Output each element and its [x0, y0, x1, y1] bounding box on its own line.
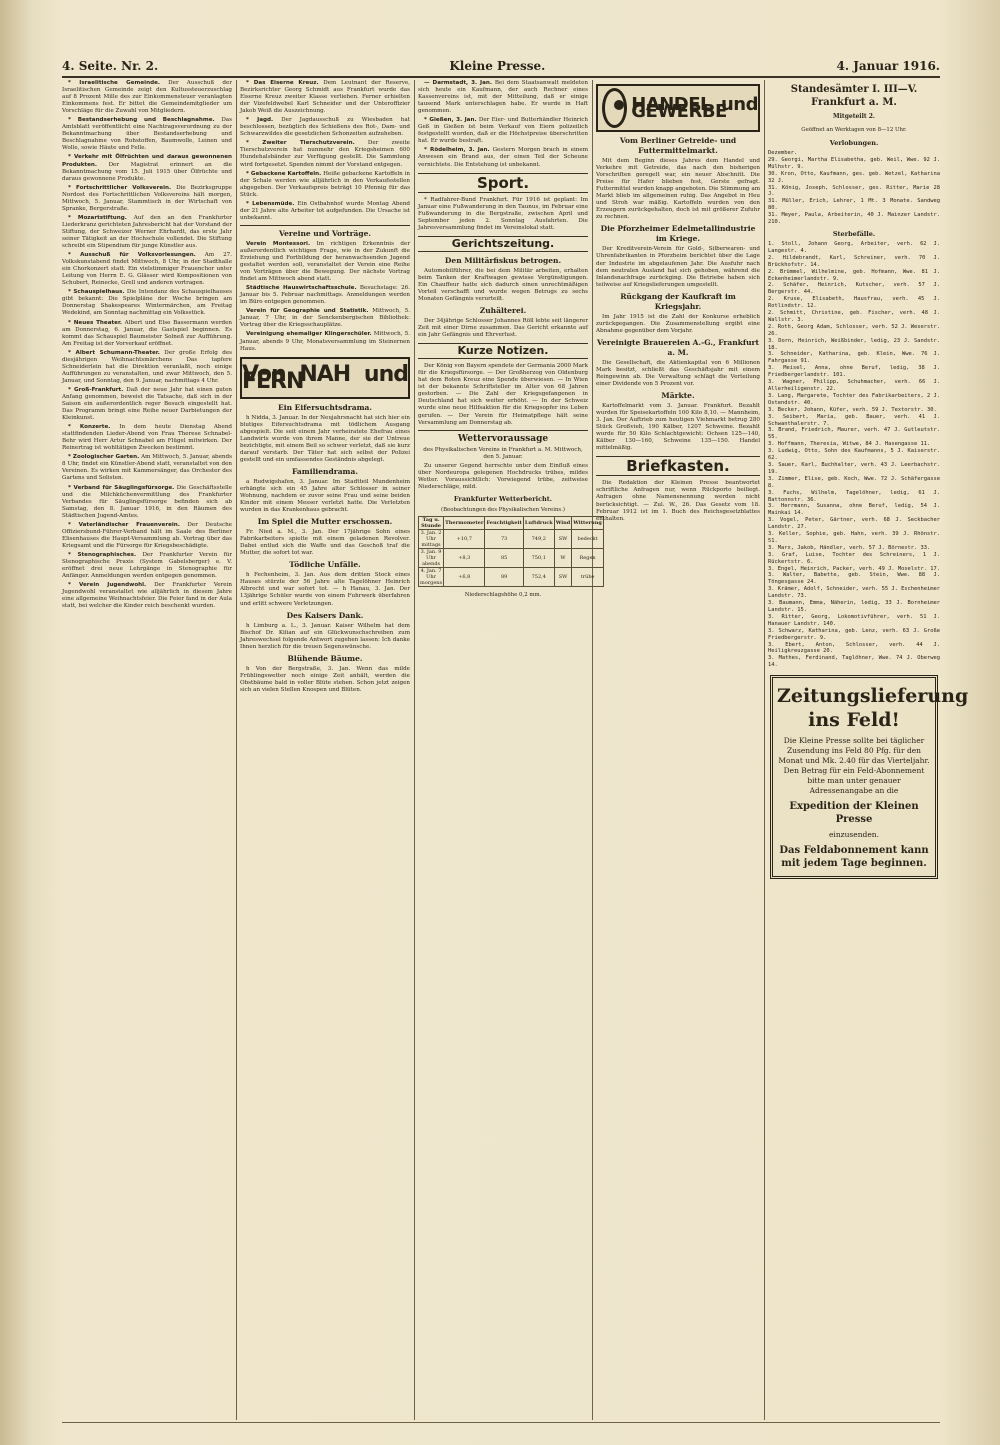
news-item — [62, 552, 232, 580]
news-item-lead: * Mozartstiftung. — [68, 214, 127, 221]
news-item — [62, 154, 232, 182]
news-item-lead: Verein für Geographie und Statistik. — [246, 308, 369, 315]
news-item-lead: * Fortschrittlicher Volksverein. — [68, 184, 172, 191]
weather-table-subtitle: (Beobachtungen des Physikalischen Vereins.) — [440, 506, 566, 513]
news-item-text: Die Geschäftsstelle und die Milchküchenvermittlung des Frankfurter Verbandes für Säuglingsfürsorge befinden sich ab Samstag, den 8. Januar 1916, in den Räumen des Städtischen Jugend-Amtes. — [62, 484, 232, 519]
list-item: 3. Mathes, Ferdinand, Taglöhner, Wwe. 74 J. Oberweg 14. — [768, 655, 940, 669]
header-page-number: 4. Seite. Nr. 2. — [62, 59, 159, 73]
news-item-lead: * Schauspielhaus. — [68, 289, 125, 296]
column-2 — [240, 80, 410, 1420]
news-item — [62, 80, 232, 115]
article-text: a Rudwigshafen, 3. Januar. Im Stadtteil Mundenheim erhängte sich ein 45 Jahre alter Schlosser in seiner Wohnung, nachdem er zuvor seine Frau und seine beiden Kinder mit einem Messer verletzt hatte. Die Verletzten wurden in das Krankenhaus gebracht. — [240, 478, 410, 514]
news-item-lead: * Stenographisches. — [68, 551, 137, 558]
article-text: h Limburg a. L., 3. Januar. Kaiser Wilhelm hat dem Bischof Dr. Kilian auf ein Glückwunschschreiben zum Jahreswechsel folgende Antwort zugehen lassen: Ich danke Ihnen herzlich für die treuen Segenswünsche. — [240, 622, 410, 650]
news-item-text: Der Frankfurter Verein Jugendwohl veranstaltet wie alljährlich in diesem Jahre eine allgemeine Weihnachtsfeier. Die Feier fand in der Aula statt, bei welcher die Kinder reich beschenkt wurden. — [62, 582, 232, 610]
table-header-cell: Thermometer — [444, 516, 485, 529]
news-item — [240, 241, 410, 283]
news-item-lead: * Das Eiserne Kreuz. — [246, 80, 319, 86]
article-title: Des Kaisers Dank. — [286, 610, 364, 620]
column-3 — [418, 80, 602, 1420]
list-item: Dezember. — [768, 150, 798, 156]
article-title: Rückgang der Kaufkraft im Kriegsjahr. — [620, 291, 736, 311]
article-text: Kartoffelmarkt vom 3. Januar. Frankfurt. Bezahlt wurden für Speisekartoffeln 100 Kilo 8,10. — Mannheim, 3. Jan. Der Auftrieb zum heutigen Viehmarkt betrug 280 Stück Großvieh, 190 Kälber, 1207 Schweine. Bezahlt wurde für 50 Kilo Schlachtgewicht: Ochsen 125—140, Kälber 130—160, Schweine 135—150. Handel mittelmäßig. — [596, 403, 760, 452]
news-item — [62, 252, 232, 287]
news-item-text: Mittwoch, 5. Januar, 7 Uhr, in der Senckenbergischen Bibliothek: Vortrag über die Kriegsschauplätze. — [240, 308, 411, 329]
news-item — [62, 424, 232, 452]
list-item: 3. Meisel, Anna, ohne Beruf, ledig, 38 J. Friedbergerlandstr. 101. — [768, 365, 940, 379]
list-item: 30. Kron, Otto, Kaufmann, ges. geb. Wetzel, Katharina 32 J. — [768, 170, 941, 184]
list-item: 3. Brand, Friedrich, Maurer, verh. 47 J. Gutleutstr. 55. — [768, 427, 940, 441]
list-item: 3. Lang, Margarete, Tochter des Fabrikarbeiters, 2 J. Ostendstr. 40. — [768, 392, 941, 406]
table-header-cell: Luftdruck — [523, 516, 554, 529]
news-item-text: Der Jagdausschuß zu Wiesbaden hat beschlossen, bezüglich des Schießens des Rot-, Dam- und Schwarzwildes die gesetzlichen Schonzeiten aufzuheben. — [240, 117, 410, 138]
list-item: 31. König, Joseph, Schlosser, ges. Ritter, Marie 28 J. — [768, 184, 940, 198]
news-item — [240, 80, 410, 115]
news-item-lead: * Verein Jugendwohl. — [68, 582, 147, 589]
page-footer-rule — [62, 1422, 940, 1429]
news-item-lead: * Vaterländischer Frauenverein. — [68, 521, 180, 528]
article-text: Automobilführer, die bei dem Militär arbeiten, erhalten beim Tanken der Kraftwagen gewisse Vergünstigungen. Ein Chauffeur hatte sich dadurch einen unrechtmäßigen Vorteil verschafft und wurde wegen Betrugs zu sechs Monaten Gefängnis verurteilt. — [418, 267, 588, 302]
list-item: 3. Sauer, Karl, Buchhalter, verh. 43 J. Leerbachstr. 19. — [768, 461, 940, 475]
list-item: 3. Vogel, Peter, Gärtner, verh. 68 J. Seckbacher Landstr. 27. — [768, 517, 940, 531]
list-item: 3. Baumann, Emma, Näherin, ledig, 33 J. Bornheimer Landstr. 15. — [768, 600, 940, 613]
table-cell: trübe — [572, 567, 604, 586]
article-title: Den Militärfiskus betrogen. — [444, 255, 562, 265]
news-item-lead: * Verkehr mit Ölfrüchten und daraus gewonnenen Produkten. — [62, 154, 232, 168]
news-item-lead: Vereinigung ehemaliger Klingerschüler. — [246, 331, 372, 338]
table-cell: SW — [554, 529, 572, 548]
news-item — [240, 285, 410, 306]
vereine-list — [240, 241, 410, 353]
list-item: 3. Becker, Johann, Küfer, verh. 59 J. Textorstr. 30. — [768, 406, 937, 413]
weather-table-note: Niederschlagshöhe 0,2 mm. — [464, 591, 542, 598]
news-item-lead: * Gebackene Kartoffeln. — [246, 170, 322, 177]
article-text: h Nidda, 3. Januar. In der Neujahrsnacht hat sich hier ein blutiges Eifersuchtsdrama mit tödlichem Ausgang abgespielt. Die seit einem Jahr verheiratete Ehefrau eines Landwirts wurde von ihrem Manne, der sie der Untreue bezichtigte, mit einem Beil so schwer verletzt, daß sie kurz darauf verstarb. Der Täter hat sich selbst der Polizei gestellt und ein umfassendes Geständnis abgelegt. — [240, 414, 410, 463]
column-1 — [62, 80, 232, 1420]
table-cell: W — [554, 548, 572, 567]
article-text: Im Jahr 1915 ist die Zahl der Konkurse erheblich zurückgegangen. Die Zusammenstellung ergibt eine Abnahme gegenüber dem Vorjahr. — [596, 313, 760, 334]
news-item — [62, 485, 232, 520]
news-item-text: Bei dem Staatsanwalt meldeten sich heute ein Kaufmann, der auch Rechner eines Kassenvereins ist, mit der Mitteilung, daß er einige tausend Mark unterschlagen habe. Er wurde in Haft genommen. — [418, 80, 588, 115]
news-item-text: Der Ausschuß der Israelitischen Gemeinde zeigt den Kultussteuerzuschlag auf 8 Prozent Mille des zur Einkommensteuer veranlagten Einkommens fest. Er bittet die Gemeindemitglieder um Vorschläge für die Zuwahl von Mitgliedern. — [62, 80, 232, 115]
ad-text: Die Kleine Presse sollte bei täglicher Zusendung ins Feld 80 Pfg. für den Monat und Mk. 2.40 für das Vierteljahr. Den Betrag für ein Feld-Abonnement bitte man unter genauer Adressenangabe an die — [778, 736, 930, 796]
list-item: 2. Hildebrandt, Karl, Schreiner, verh. 70 J. Brückhofstr. 14. — [768, 254, 940, 268]
article-title: Familiendrama. — [292, 466, 358, 476]
news-item-lead: Verein Montessori. — [246, 240, 311, 247]
weather-table-title: Frankfurter Wetterbericht. — [453, 494, 553, 503]
news-item-text: Ein Ostbahnhof wurde Montag Abend der 21 Jahre alte Arbeiter tot aufgefunden. Die Ursache ist unbekannt. — [240, 200, 410, 221]
news-item-lead: * Albert Schumann-Theater. — [68, 349, 160, 356]
list-item: 3. Herrmann, Susanna, ohne Beruf, ledig, 54 J. Mainkai 14. — [768, 503, 940, 517]
news-item-lead: * Gießen, 3. Jan. — [424, 117, 477, 124]
table-cell: 749,2 — [523, 529, 554, 548]
news-item-text: Albert und Else Bassermann werden am Donnerstag, 6. Januar, die Gastspiel beginnen. Es kommt das Schauspiel Baumeister Solneß zur Aufführung. Am Freitag ist der Vorverkauf eröffnet. — [62, 319, 232, 347]
news-item — [240, 140, 410, 168]
section-title-gericht: Gerichtszeitung. — [418, 236, 588, 252]
news-item-text: In dem heute Dienstag Abend stattfindenden Lieder-Abend von Frau Therese Schnabel-Behr wird Herr Artur Schnabel am Flügel mitwirken. Der Reinertrag ist wohltätigen Zwecken bestimmt. — [62, 424, 232, 452]
news-item-lead: * Ausschuß für Volksvorlesungen. — [68, 252, 196, 259]
news-item-text: Am Mittwoch, 5. Januar, abends 8 Uhr, findet ein Künstler-Abend statt, veranstaltet von den Vereinen. Es wirken mit Kammersänger, das Orchester des Gartens und Solisten. — [62, 454, 232, 482]
table-cell: 750,1 — [523, 548, 554, 567]
standesamt-subtitle: Mitgeteilt 2. — [833, 113, 875, 120]
news-item-lead: * Bestandserhebung und Beschlagnahme. — [68, 117, 215, 124]
news-item-text: Im richtigen Erkenntnis der außerordentlich wichtigen Frage, wie in der Zukunft die Erziehung und Fortbildung der heranwachsenden Jugend gestaltet werden soll, veranstaltet der Verein eine Reihe von Vorträgen über die Bewegung. Der nächste Vortrag findet am Mittwoch abend statt. — [240, 240, 410, 283]
ad-send: einzusenden. — [828, 830, 880, 840]
table-header-cell: Witterung — [572, 516, 604, 529]
news-item-text: Der zweite Tierschutzverein hat nunmehr den Kriegsheimen 600 Hundehalsbänder zur Verfügung gestellt. Die Sammlung wird fortgesetzt. Spenden nimmt der Vorstand entgegen. — [240, 140, 410, 168]
list-item: 3. Walter, Babette, geb. Stein, Wwe. 88 J. Töngesgasse 24. — [768, 572, 940, 586]
table-row — [419, 567, 604, 586]
news-item-text: Das Amtsblatt veröffentlicht eine Nachtragsverordnung zu der Bekanntmachung über Bestandserhebung und Beschlagnahme von Rohstoffen, Baumwolle, Leinen und Wolle, sowie Häute und Felle. — [62, 117, 233, 152]
article-text: h Von der Bergstraße, 3. Jan. Wenn das milde Frühlingswetter noch einige Zeit anhält, werden die Obstbäume bald in voller Blüte stehen. Schon jetzt zeigen sich an vielen Stellen Knospen und Blüten. — [240, 665, 410, 693]
sterbefaelle-title: Sterbefälle. — [832, 229, 876, 238]
page-header — [62, 56, 940, 78]
list-item: 2. Roth, Georg Adam, Schlosser, verh. 52 J. Weserstr. 26. — [768, 323, 941, 337]
news-item-text: Mittwoch, 5. Januar, abends 9 Uhr, Monatsversammlung im Steinernen Haus. — [240, 331, 410, 352]
list-item: 31. Meyer, Paula, Arbeiterin, 40 J. Mainzer Landstr. 210. — [768, 212, 940, 226]
news-item — [418, 147, 588, 168]
column-rule — [764, 80, 765, 1420]
list-item: 3. Graf, Luise, Tochter des Schreiners, 1 J. Rückertstr. 6. — [768, 551, 940, 565]
list-item: 3. Schwarz, Katharina, geb. Lenz, verh. 63 J. Große Friedbergerstr. 9. — [768, 627, 940, 641]
news-item-lead: * Zoologischer Garten. — [68, 454, 140, 461]
ad-expedition: Expedition der Kleinen Presse — [789, 801, 919, 826]
news-item — [62, 320, 232, 348]
news-item-lead: * Konzerte. — [68, 424, 111, 431]
news-item-text: Der Deutsche Offiziersbund-Führer-Verband hält im Saale des Berliner Elisenhauses die Haupt-Versammlung ab. Vortrag über das Kriegsamt und die Fürsorge für Kriegsbeschädigte. — [62, 521, 232, 549]
section-title-standesamt: Standesämter I. III—V. Frankfurt a. M. — [790, 84, 918, 108]
news-item-text: Der Eier- und Butterhändler Heinrich Geß in Gießen ist beim Verkauf von Eiern polizeilich festgestellt worden, daß er die Höchstpreise überschritten hat. Er wurde bestraft. — [418, 117, 588, 145]
column-4 — [596, 80, 760, 1420]
news-item-text: Auf den an den Frankfurter Liederkranz gerichteten Jahresbericht hat der Vorstand der Stiftung, der Schweizer Werner Ehrhardt, das erste Jahr seiner Tätigkeit an der Hochschule vollendet. Die Stiftung schreibt ein Stipendium für junge Künstler aus. — [62, 214, 232, 250]
news-item — [240, 308, 410, 329]
table-row — [419, 548, 604, 567]
article-text: Fr. Nied a. M., 3. Jan. Der 17jährige Sohn eines Fabrikarbeiters spielte mit einem geladenen Revolver. Dabei entlud sich die Waffe und das Geschoß traf die Mutter, die sofort tot war. — [240, 529, 410, 557]
news-item — [62, 350, 232, 385]
list-item: 3. Ritter, Georg, Lokomotivführer, verh. 51 J. Hanauer Landstr. 140. — [768, 613, 940, 627]
banner-handel-gewerbe — [596, 84, 760, 132]
list-item: 3. Dorn, Heinrich, Weißbinder, ledig, 23 J. Sandstr. 18. — [768, 337, 940, 351]
list-item: 2. Schäfer, Heinrich, Kutscher, verh. 57 J. Bergerstr. 44. — [768, 282, 940, 296]
news-item-lead: * Israelitische Gemeinde. — [68, 80, 161, 86]
article-text: Die Gesellschaft, die Aktienkapital von 6 Millionen Mark besitzt, schließt das Geschäftsjahr mit einem Reingewinn ab. Die Verwaltung schlägt die Verteilung einer Dividende von 5 Prozent vor. — [596, 359, 760, 387]
header-date: 4. Januar 1916. — [836, 59, 940, 73]
table-cell: bedeckt — [572, 529, 604, 548]
news-item-lead: — Darmstadt, 3. Jan. — [424, 80, 493, 86]
news-item-text: Der Magistrat erinnert an die Bekanntmachung vom 15. Juli 1915 über Ölfrüchte und daraus gewonnene Produkte. — [62, 161, 232, 182]
article-title: Ein Eifersuchtsdrama. — [278, 402, 372, 412]
news-item-text: Der große Erfolg des diesjährigen Weihnachtsmärchens Das tapfere Schneiderlein hat die Direktion veranlaßt, noch einige Aufführungen zu veranstalten, und zwar Mittwoch, den 5. Januar, und Sonntag, den 9. Januar, nachmittags 4 Uhr. — [62, 349, 233, 384]
list-item: 3. Marx, Jakob, Händler, verh. 57 J. Börnestr. 33. — [768, 544, 931, 551]
news-item — [62, 387, 232, 422]
article-title: Zuhälterei. — [479, 306, 527, 316]
news-item-text: Die Intendanz des Schauspielhauses gibt bekannt: Die Spielpläne der Woche bringen am Donnerstag Shakespeares Wintermärchen, am Freitag Wedekind, am Sonntag nachmittag ein Volksstück. — [62, 289, 232, 317]
article-title: Tödliche Unfälle. — [289, 560, 361, 570]
article-text: Mit dem Beginn dieses Jahres dem Handel und Verkehre mit Getreide, das nach den bisherigen Vorschriften geregelt war, ein neuer Abschnitt. Die Preise für Hafer blieben fest, Gerste gefragt. Futtermittel wurden knapp angeboten. Die Stimmung am Markt blieb im allgemeinen ruhig. Das Angebot in Heu und Stroh war mäßig. Kartoffeln wurden von den Erzeugern zurückgehalten, doch ist mit größerer Zufuhr zu rechnen. — [596, 158, 760, 221]
list-item: 3. Fuchs, Wilhelm, Tagelöhner, ledig, 61 J. Battonnstr. 36. — [768, 489, 940, 503]
verlobungen-list — [768, 150, 940, 226]
news-item — [418, 117, 588, 145]
section-title-vereine: Vereine und Vorträge. — [278, 228, 372, 238]
local-news-list — [240, 80, 410, 222]
divider — [240, 225, 410, 226]
column-5 — [768, 80, 969, 1420]
news-item-lead: * Rödelheim, 3. Jan. — [424, 147, 490, 154]
list-item: 3. Seibert, Maria, geb. Bauer, verh. 41 J. Schwanthalerstr. 7. — [768, 413, 940, 427]
table-cell: 752,4 — [523, 567, 554, 586]
article-title: Die Pforzheimer Edelmetallindustrie im Kriege. — [600, 224, 756, 244]
verlobungen-title: Verlobungen. — [829, 139, 879, 147]
divider — [418, 430, 588, 431]
article-text: Der Kreditverein-Verein für Gold-, Silberwaren- und Uhrenfabrikanten in Pforzheim berichtet über die Lage der Industrie im abgelaufenen Jahr. Die Ausfuhr nach dem neutralen Ausland hat sich gehoben, während die Inlandsnachfrage zurückging. Die Betriebe haben sich teilweise auf Kriegslieferungen umgestellt. — [596, 246, 760, 288]
table-cell: 89 — [485, 567, 523, 586]
article-text: h Fechenheim, 3. Jan. Aus dem dritten Stock eines Hauses stürzte der 56 Jahre alte Tagelöhner Heinrich Albrecht und war sofort tot. — h Hanau, 3. Jan. Der 13jährige Schüler wurde von einem Fuhrwerk überfahren und erlitt schwere Verletzungen. — [240, 572, 410, 607]
table-cell: 85 — [485, 548, 523, 567]
column-rule — [592, 80, 593, 1420]
news-item-lead: * Lebensmüde. — [246, 200, 295, 207]
section-title-sport: Sport. — [418, 173, 588, 193]
weather-table — [418, 516, 604, 587]
advertisement-feldzeitung — [770, 675, 969, 879]
table-cell: 73 — [485, 529, 523, 548]
ad-title-line1: Zeitungslieferung — [777, 685, 969, 708]
article-text: Die Redaktion der Kleinen Presse beantwortet schriftliche Anfragen nur, wenn Rückporto beiliegt. Anfragen ohne Namensnennung werden nicht berücksichtigt. — Zul. W., 26. Das Gesetz vom 18. Februar 1912 ist im 1. Buch des Reichsgesetzblattes enthalten. — [596, 480, 760, 522]
news-item — [240, 331, 410, 352]
news-item-text: Die Bezirksgruppe Nordost des Fortschrittlichen Volksvereins hält morgen, Mittwoch, 5. Januar, Stammtisch in der Wirtschaft von Spranke, Bergerstraße. — [62, 184, 232, 212]
article-title: Vereinigte Brauereien A.-G., Frankfurt a. M. — [597, 337, 759, 357]
table-cell: +6,8 — [444, 567, 485, 586]
section-title-wetter: Wettervoraussage — [457, 433, 549, 444]
table-cell: Regen — [572, 548, 604, 567]
column-rule — [236, 80, 237, 1420]
news-item — [62, 522, 232, 550]
table-cell: +10,7 — [444, 529, 485, 548]
table-cell: 3. Jan. 2 Uhr mittags — [419, 529, 444, 548]
table-header-cell: Feuchtigkeit — [485, 516, 523, 529]
list-item: 3. Engel, Heinrich, Packer, verh. 49 J. Moselstr. 17. — [768, 565, 941, 572]
header-masthead: Kleine Presse. — [449, 59, 546, 73]
list-item: 3. Wagner, Philipp, Schuhmacher, verh. 66 J. Allerheiligenstr. 22. — [768, 379, 940, 392]
news-item — [62, 215, 232, 250]
table-cell: +8,3 — [444, 548, 485, 567]
list-item: 1. Stoll, Johann Georg, Arbeiter, verh. 62 J. Langestr. 4. — [768, 240, 940, 254]
article-text: * Radfahrer-Bund Frankfurt. Für 1916 ist geplant: Im Januar eine Fußwanderung in den Taunus, im Februar eine Fußwanderung in die Bergstraße, zwischen April und September jeden 2. Sonntag Ausfahrten. Die Jahresversammlung findet im Vereinslokal statt. — [418, 196, 588, 231]
news-item-lead: * Verband für Säuglingsfürsorge. — [68, 484, 175, 491]
table-cell: 4. Jan. 7 Uhr morgens — [420, 567, 443, 586]
ad-footer: Das Feldabonnement kann mit jedem Tage beginnen. — [779, 845, 929, 870]
column-rule — [414, 80, 415, 1420]
news-item-lead: Städtische Hauswirtschaftsschule. — [246, 285, 357, 292]
article-title: Im Spiel die Mutter erschossen. — [257, 517, 393, 527]
section-title-kurz: Kurze Notizen. — [418, 343, 588, 359]
local-news-list — [62, 80, 232, 610]
news-item — [62, 289, 232, 317]
regional-news-list — [418, 80, 588, 169]
news-item — [62, 582, 232, 610]
news-item-text: Heiße gebackene Kartoffeln in der Schale werden wie alljährlich in den Verkaufsstellen abgegeben. Der Verkaufspreis beträgt 10 Pfennig für das Stück. — [240, 170, 410, 198]
wetter-subtitle: des Physikalischen Vereins in Frankfurt a. M. Mittwoch, den 5. Januar. — [423, 446, 583, 460]
table-cell: SW — [554, 567, 572, 586]
list-item: 2. Brümmel, Wilhelmine, geb. Hofmann, Wwe. 81 J. Eckenheimerlandstr. 9. — [768, 268, 940, 282]
list-item: 2. Schmitt, Christine, geb. Fischer, verh. 48 J. Wallstr. 3. — [768, 310, 940, 323]
table-header-cell: Wind — [554, 516, 572, 529]
article-text: Zu unserer Gegend herrschte unter dem Einfluß eines über Nordeuropa gelegenen Hochdrucks trübes, mildes Wetter. Voraussichtlich: Vorwiegend trübe, zeitweise Niederschläge, mild. — [418, 462, 588, 490]
news-item — [62, 185, 232, 213]
news-item-lead: * Zweiter Tierschutzverein. — [246, 140, 355, 147]
article-title: Vom Berliner Getreide- und Futtermittelmarkt. — [619, 136, 737, 155]
news-item-text: Besuchstage: 26. Januar bis 5. Februar nachmittags. Anmeldungen werden im Büro entgegen genommen. — [240, 285, 411, 306]
list-item: 3. Schneider, Katharina, geb. Klein, Wwe. 76 J. Fahrgasse 91. — [768, 351, 940, 365]
news-item-text: Gestern Morgen brach in einem Anwesen ein Brand aus, der einen Teil der Scheune vernichtete. Die Entstehung ist unbekannt. — [418, 147, 589, 168]
table-cell: 3. Jan. 9 Uhr abends — [419, 548, 444, 567]
news-item-text: Dem Leutnant der Reserve, Bezirksrichter Georg Schmidt aus Frankfurt wurde das Eiserne Kreuz zweiter Klasse verliehen. Ferner erhielten der Vizefeldwebel Karl Schneider und der Unteroffizier Jakob Weiß die Auszeichnung. — [240, 80, 410, 115]
list-item: 3. Krämer, Adolf, Schneider, verh. 55 J. Eschenheimer Landstr. 73. — [768, 586, 941, 600]
news-item-text: Am 27. Volkskunstabend findet Mittwoch, 8 Uhr, in der Stadthalle ein Chorkonzert statt. Ein vielstimmiger Frauenchor unter Leitung von Herrn E. G. Glässer wird Kompositionen von Schubert, Reinecke, Grell und anderen vortragen. — [62, 252, 233, 287]
banner-title: Von NAH und FERN — [242, 361, 408, 394]
article-text: Der 34jährige Schlosser Johannes Röll lebte seit längerer Zeit mit einer Dirne zusammen. Das Gericht erkannte auf ein Jahr Gefängnis und Ehrverlust. — [418, 318, 588, 339]
list-item: 3. Ebert, Anton, Schlosser, verh. 44 J. Heiligkreuzgasse 20. — [768, 641, 940, 655]
section-title-brief: Briefkasten. — [596, 456, 760, 476]
page-edge — [0, 0, 30, 1445]
list-item: 3. Hoffmann, Theresia, Witwe, 84 J. Hasengasse 11. — [768, 441, 931, 448]
list-item: 3. Keller, Sophie, geb. Hahn, verh. 39 J. Rhönstr. 51. — [768, 531, 940, 544]
standesamt-note: Geöffnet an Werktagen von 8—12 Uhr. — [801, 127, 907, 133]
article-text: Der König von Bayern spendete der Germania 2000 Mark für die Kriegsfürsorge. — Der Großherzog von Oldenburg hat dem Roten Kreuz eine Spende überwiesen. — In Wien ist der bekannte Schriftsteller im Alter von 68 Jahren gestorben. — Die Zahl der Kriegsgefangenen in Deutschland hat sich weiter erhöht. — In der Schweiz wurde eine neue Hilfsaktion für die Kriegsopfer ins Leben gerufen. — Der Verein für Heimatpflege hält seine Versammlung am Donnerstag ab. — [418, 363, 588, 426]
columns — [62, 80, 969, 1420]
table-header-cell: Tag u. Stunde — [419, 516, 444, 529]
news-item — [62, 117, 232, 152]
banner-title: HANDEL und GEWERBE — [631, 93, 758, 122]
sterbefaelle-list — [768, 241, 940, 669]
news-item-lead: * Neues Theater. — [68, 319, 123, 326]
table-row — [419, 529, 604, 548]
article-title: Märkte. — [661, 391, 695, 401]
list-item: 3. Ludwig, Otto, Sohn des Kaufmanns, 5 J. Kaiserstr. 62. — [768, 448, 940, 462]
table-header-row — [419, 516, 604, 529]
article-title: Blühende Bäume. — [287, 653, 363, 663]
news-item — [240, 201, 410, 222]
list-item: 2. Kruse, Elisabeth, Hausfrau, verh. 45 J. Rotlindstr. 12. — [768, 296, 940, 310]
list-item: 31. Müller, Erich, Lehrer, 1 Mt. 3 Monate. Sandweg 80. — [768, 198, 940, 212]
news-item-lead: * Groß-Frankfurt. — [68, 386, 124, 393]
news-item-lead: * Jagd. — [246, 117, 274, 124]
news-item — [240, 117, 410, 138]
news-item — [418, 80, 588, 115]
ad-title-line2: ins Feld! — [808, 709, 900, 732]
gear-icon — [602, 88, 627, 128]
news-item — [62, 454, 232, 482]
news-item — [240, 171, 410, 199]
list-item: 29. Georgi, Martha Elisabetha, geb. Weil, Wwe. 92 J. Mülhstr. 9. — [768, 156, 940, 170]
list-item: 3. Zimmer, Elise, geb. Koch, Wwe. 72 J. Schäfergasse 8. — [768, 475, 940, 489]
news-item-text: Der Frankfurter Verein für Stenographische Praxis (System Gabelsberger) e. V. eröffnet drei neue Lehrgänge in Stenographie für Anfänger. Anmeldungen werden entgegen genommen. — [62, 551, 232, 580]
news-item-text: Daß der neue Jahr hat einen guten Anfang genommen, beweist die Tatsache, daß sich in der Saison ein außerordentlich reger Besuch eingestellt hat. Das Programm bringt eine Reihe neuer Darbietungen der Kleinkunst. — [62, 386, 232, 422]
banner-nah-fern — [240, 357, 410, 399]
